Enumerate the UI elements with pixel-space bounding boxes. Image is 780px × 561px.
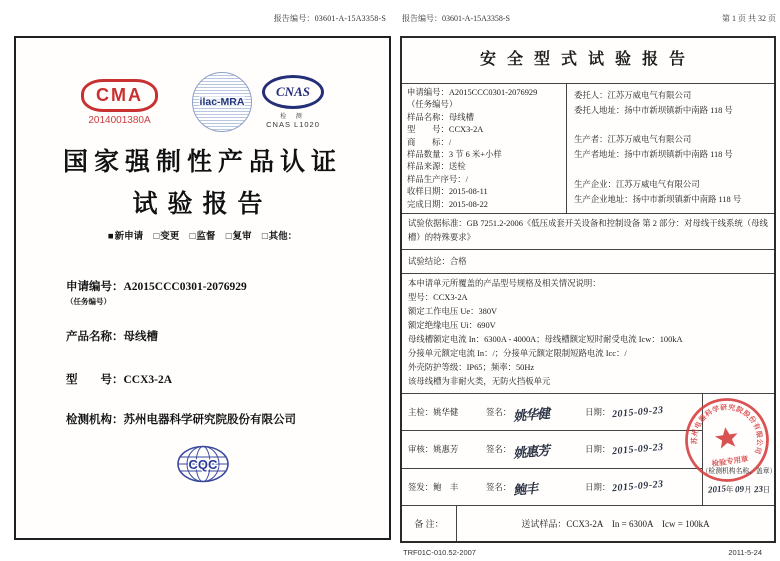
- coverage-line: 母线槽额定电流 In：6300A - 4000A；母线槽额定短时耐受电流 Icw：100kA: [408, 335, 683, 344]
- accreditation-logos: [16, 72, 389, 132]
- cqc-globe-icon: [176, 444, 230, 484]
- application-number-field: [66, 278, 369, 294]
- report-number-label: 报告编号：: [273, 14, 315, 23]
- remark-row: [402, 506, 774, 541]
- info-line: 收样日期：2015-08-11: [407, 187, 488, 197]
- year-label: 年: [725, 485, 734, 494]
- signer-role: 签发：鲍 丰: [408, 482, 459, 492]
- day-label: 日: [762, 485, 771, 494]
- task-number-note: （任务编号）: [66, 297, 111, 306]
- unchecked-box-icon: □: [261, 232, 268, 242]
- option-new-application: [108, 232, 143, 242]
- page-indicator: 第 1 页 共 32 页: [722, 14, 776, 23]
- svg-text:CQC: CQC: [188, 457, 217, 472]
- field-value: CCX3-2A: [123, 374, 173, 386]
- coverage-line: 本申请单元所覆盖的产品型号规格及相关情况说明：: [408, 279, 601, 288]
- cnas-logo: [262, 75, 324, 129]
- remark-value: 送试样品：CCX3-2A In = 6300A Icw = 100kA: [521, 519, 710, 529]
- ilac-mra-logo: [192, 72, 252, 132]
- cnas-oval-icon: [262, 75, 324, 109]
- cnas-label: CNAS: [276, 84, 310, 99]
- cma-logo: [81, 79, 158, 126]
- remark-label: 备 注：: [402, 506, 457, 541]
- signature-label: 签名：: [486, 445, 512, 455]
- report-page: [400, 36, 776, 543]
- model-field: [66, 371, 369, 387]
- test-standard: 试验依据标准：GB 7251.2-2006《低压成套开关设备和控制设备 第 2 部分：对母线干线系统（母线槽）的特殊要求》: [402, 214, 774, 250]
- stamp-date-line: [703, 484, 775, 495]
- info-line: 生产企业地址：扬中市新坝镇新中南路 118 号: [574, 194, 742, 204]
- cover-page: [14, 36, 391, 540]
- coverage-line: 分接单元额定电流 In：/；分接单元额定限制短路电流 Icc：/: [408, 349, 627, 358]
- unchecked-box-icon: □: [225, 232, 232, 242]
- field-label: 申请编号：: [66, 281, 124, 293]
- handwritten-signature: 鲍丰: [512, 481, 538, 499]
- signature-rows: [402, 394, 703, 505]
- signer-role: 主检：姚华健: [408, 408, 459, 418]
- info-line: 样品来源：送检: [407, 162, 466, 172]
- info-line: 生产者地址：扬中市新坝镇新中南路 118 号: [574, 150, 733, 160]
- signature-label: 签名：: [486, 482, 512, 492]
- coverage-line: 额定工作电压 Ue：380V: [408, 307, 498, 316]
- option-supervision: [190, 232, 216, 242]
- field-label: 产品名称：: [66, 331, 124, 343]
- stamp-cell: [690, 394, 777, 505]
- test-agency-field: [66, 411, 369, 427]
- report-number-label: 报告编号：: [402, 14, 442, 23]
- form-date: 2011-5-24: [728, 548, 762, 557]
- unchecked-box-icon: □: [189, 232, 196, 242]
- cqc-logo: [16, 444, 389, 489]
- sample-info-left-column: [402, 84, 567, 213]
- product-coverage-block: [402, 274, 774, 394]
- date-label: 日期：: [585, 408, 611, 418]
- handwritten-date: 2015-09-23: [611, 441, 665, 458]
- date-label: 日期：: [585, 482, 611, 492]
- cma-number: 2014001380A: [88, 114, 151, 126]
- handwritten-signature: 姚华健: [512, 405, 550, 424]
- sample-info-block: [402, 84, 774, 214]
- option-label: 复审: [232, 232, 252, 242]
- info-line: 委托人地址：扬中市新坝镇新中南路 118 号: [574, 105, 733, 115]
- form-code: TRF01C-010.52-2007: [403, 548, 476, 557]
- info-line: 商 标：/: [407, 137, 452, 147]
- cma-mark-icon: CMA: [81, 79, 158, 112]
- handwritten-date: 2015-09-23: [611, 479, 665, 495]
- unchecked-box-icon: □: [153, 232, 160, 242]
- info-line: 生产企业：江苏万威电气有限公司: [574, 179, 700, 189]
- option-change: [153, 232, 179, 242]
- info-line: 样品生产序号：/: [407, 174, 468, 184]
- date-label: 日期：: [585, 445, 611, 455]
- info-line: 委托人：江苏万威电气有限公司: [574, 91, 692, 100]
- info-line: 样品数量：3 节 6 米+小样: [407, 150, 502, 160]
- field-value: 母线槽: [123, 331, 158, 343]
- info-line: 型 号：CCX3-2A: [407, 125, 484, 135]
- right-report-number: [402, 13, 510, 24]
- cover-title-line2: 试验报告: [132, 191, 273, 218]
- option-review: [226, 232, 252, 242]
- reviewer-row: [402, 431, 702, 468]
- left-report-number: [14, 13, 390, 24]
- checked-box-icon: ■: [107, 232, 114, 242]
- product-name-field: [66, 328, 369, 344]
- info-line: [574, 163, 767, 178]
- test-conclusion: 试验结论：合格: [402, 250, 774, 274]
- client-info-right-column: [567, 84, 774, 213]
- option-label: 新申请: [114, 232, 144, 242]
- official-seal-icon: [675, 388, 779, 492]
- info-line: 生产者：江苏万威电气有限公司: [574, 135, 692, 145]
- right-page-header: [402, 13, 776, 24]
- ilac-mra-label: ilac-MRA: [199, 96, 245, 108]
- coverage-line: 外壳防护等级：IP65；频率：50Hz: [408, 363, 535, 372]
- chief-inspector-row: [402, 394, 702, 431]
- report-title: 安全型式试验报告: [402, 38, 774, 84]
- signer-role: 审核：姚惠芳: [408, 445, 459, 455]
- stamp-caption: （检测机构名称、盖章）: [701, 468, 777, 475]
- field-label: 检测机构：: [66, 414, 124, 426]
- handwritten-day: 23: [753, 483, 764, 495]
- info-line: 申请编号：A2015CCC0301-2076929: [407, 88, 538, 97]
- option-other: [262, 232, 297, 242]
- info-line: （任务编号）: [407, 100, 458, 110]
- coverage-line: 额定绝缘电压 Ui：690V: [408, 321, 496, 330]
- field-value: 苏州电器科学研究院股份有限公司: [123, 414, 296, 426]
- cover-fields: [66, 278, 369, 427]
- signature-block: [402, 394, 777, 506]
- cnas-code: CNAS L1020: [266, 120, 320, 129]
- coverage-line: 该母线槽为非耐火类，无防火挡板单元: [408, 377, 551, 386]
- report-type-options: [16, 228, 389, 242]
- handwritten-signature: 姚惠芳: [512, 442, 550, 461]
- report-number-value: 03601-A-15A3358-S: [442, 14, 510, 23]
- field-value: A2015CCC0301-2076929: [123, 281, 247, 293]
- handwritten-month: 09: [734, 483, 745, 495]
- month-label: 月: [744, 485, 752, 494]
- seal-ring-text: 苏州电器科学研究院股份有限公司: [690, 403, 764, 456]
- signature-label: 签名：: [486, 408, 512, 418]
- field-label: 型 号：: [66, 374, 124, 386]
- cover-title-line1: 国家强制性产品认证: [62, 149, 342, 176]
- report-number-value: 03601-A-15A3358-S: [314, 14, 386, 23]
- cnas-subtitle: 检 测: [280, 114, 306, 120]
- coverage-line: 型号：CCX3-2A: [408, 293, 468, 302]
- info-line: 样品名称：母线槽: [407, 112, 474, 122]
- info-line: 完成日期：2015-08-22: [407, 199, 488, 209]
- handwritten-date: 2015-09-23: [611, 404, 665, 420]
- option-label: 其他：: [268, 232, 298, 242]
- handwritten-year: 2015: [707, 483, 727, 495]
- seal-bottom-text: 检验专用章: [711, 454, 749, 469]
- info-line: [574, 119, 767, 134]
- option-label: 监督: [196, 232, 216, 242]
- approver-row: [402, 469, 702, 505]
- option-label: 变更: [160, 232, 180, 242]
